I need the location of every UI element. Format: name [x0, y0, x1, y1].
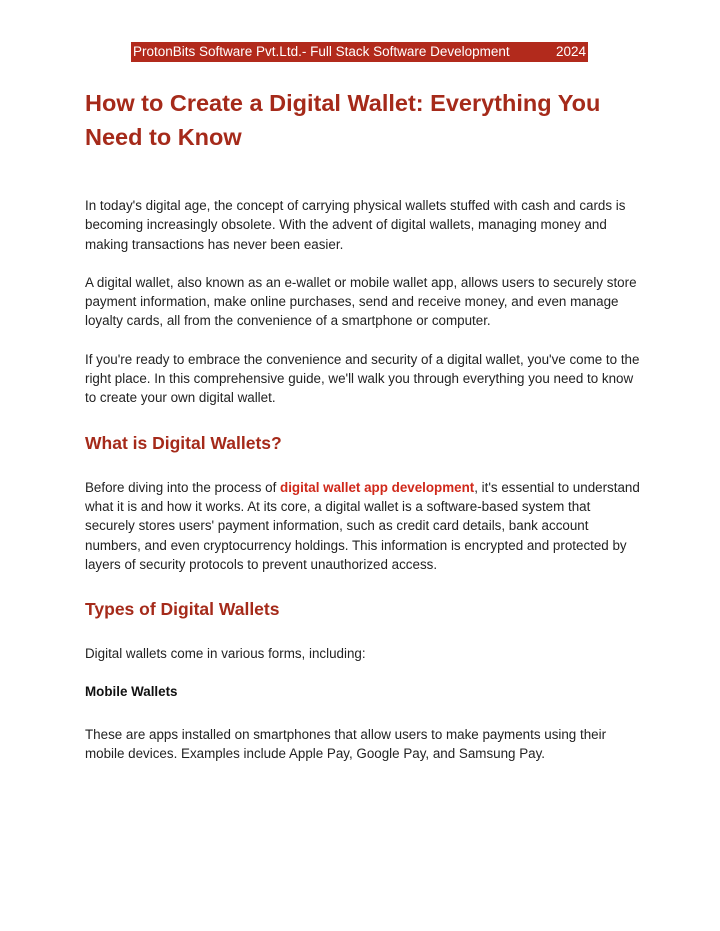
intro-paragraph-2: A digital wallet, also known as an e-wallet or mobile wallet app, allows users to securely store payment information, make online purchases, send and receive money, and even manage loyalty cards, all from the convenience of a smartphone or computer. [85, 274, 637, 329]
header-company: ProtonBits Software Pvt.Ltd.- Full Stack Software Development [133, 44, 510, 59]
article-body [85, 86, 640, 763]
intro-paragraph-1: In today's digital age, the concept of carrying physical wallets stuffed with cash and cards is becoming increasingly obsolete. With the advent of digital wallets, managing money and making transactions has never been easier. [85, 198, 626, 252]
section-heading-what-is: What is Digital Wallets? [85, 432, 282, 453]
section2-intro: Digital wallets come in various forms, including: [85, 646, 366, 662]
article-title: How to Create a Digital Wallet: Everything You Need to Know [85, 90, 601, 150]
section-heading-types: Types of Digital Wallets [85, 599, 280, 620]
digital-wallet-app-development-link[interactable]: digital wallet app development [280, 479, 475, 495]
section1-text-after-link: , it's essential to understand what it is and how it works. At its core, a digital wallet is a software-based system that securely stores users' payment information, such as credit card details, bank account numbers, and even cryptocurrency holdings. This information is encrypted and protected by layers of security protocols to prevent unauthorized access. [85, 479, 640, 572]
intro-paragraph-3: If you're ready to embrace the convenience and security of a digital wallet, you've come to the right place. In this comprehensive guide, we'll walk you through everything you need to know to create your own digital wallet. [85, 351, 640, 406]
subheading-mobile-wallets: Mobile Wallets [85, 684, 178, 700]
header-year: 2024 [555, 44, 586, 59]
header-banner [131, 42, 588, 62]
section1-paragraph [85, 478, 640, 574]
mobile-wallets-paragraph: These are apps installed on smartphones that allow users to make payments using their mobile devices. Examples include Apple Pay, Google Pay, and Samsung Pay. [85, 726, 607, 762]
section1-text-before-link: Before diving into the process of [85, 479, 281, 495]
